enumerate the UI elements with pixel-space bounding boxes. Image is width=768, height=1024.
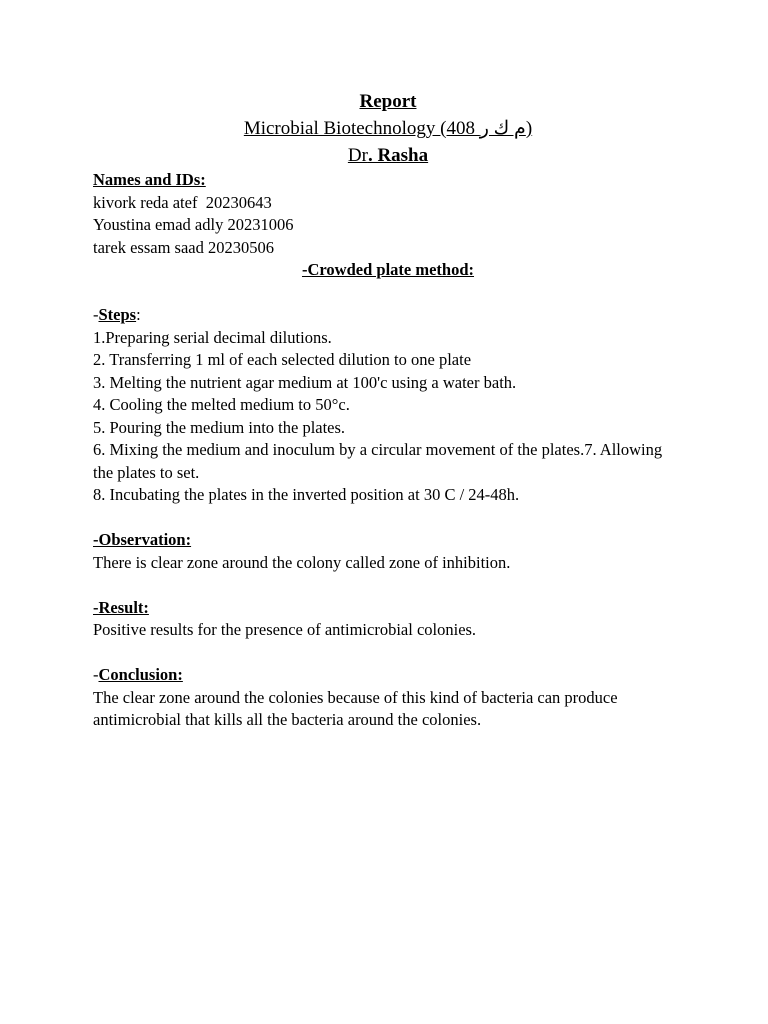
- conclusion-dash: -: [93, 665, 99, 684]
- step-5: 5. Pouring the medium into the plates.: [93, 417, 346, 437]
- spacer: [93, 507, 683, 530]
- step-8: 8. Incubating the plates in the inverted position at 30 C / 24-48h.: [93, 485, 520, 504]
- conclusion-heading: [93, 664, 683, 687]
- report-title: Report: [359, 91, 417, 112]
- course-title-suffix: ): [525, 118, 533, 139]
- step-1: 1.Preparing serial decimal dilutions.: [93, 327, 332, 347]
- result-text: Positive results for the presence of antimicrobial colonies.: [93, 620, 477, 639]
- course-title-prefix: Microbial Biotechnology (408: [243, 118, 480, 139]
- conclusion-text: The clear zone around the colonies because of this kind of bacteria can produce antimicrobial that kills all the bacteria around the colonies.: [93, 687, 618, 729]
- doctor-name: [93, 142, 683, 169]
- spacer: [93, 642, 683, 665]
- result-heading: -Result:: [93, 597, 149, 617]
- observation-text: There is clear zone around the colony called zone of inhibition.: [93, 552, 511, 572]
- step-4: 4. Cooling the melted medium to 50°c.: [93, 395, 350, 414]
- doctor-name-text: . Rasha: [367, 145, 429, 166]
- step-2: 2. Transferring 1 ml of each selected dilution to one plate: [93, 350, 472, 369]
- document-body: [93, 88, 683, 732]
- steps-heading-text: Steps: [98, 305, 137, 324]
- observation-heading: -Observation:: [93, 530, 192, 549]
- spacer: [93, 282, 683, 305]
- member-1: kivork reda atef 20230643: [93, 192, 272, 212]
- member-2: Youstina emad adly 20231006: [93, 215, 294, 234]
- step-6-7: 6. Mixing the medium and inoculum by a circular movement of the plates.7. Allowing the plates to set.: [93, 440, 663, 482]
- doctor-prefix: Dr: [347, 145, 368, 166]
- conclusion-heading-text: Conclusion:: [98, 665, 183, 684]
- steps-dash: -: [93, 305, 99, 324]
- names-heading: Names and IDs:: [93, 170, 206, 189]
- spacer: [93, 574, 683, 597]
- course-title: [93, 115, 683, 142]
- course-code-arabic: م ك ر: [479, 118, 526, 139]
- steps-heading: [93, 304, 683, 327]
- method-heading: -Crowded plate method:: [301, 260, 475, 279]
- member-3: tarek essam saad 20230506: [93, 237, 274, 257]
- step-3: 3. Melting the nutrient agar medium at 100'c using a water bath.: [93, 372, 517, 392]
- steps-colon: :: [136, 305, 141, 324]
